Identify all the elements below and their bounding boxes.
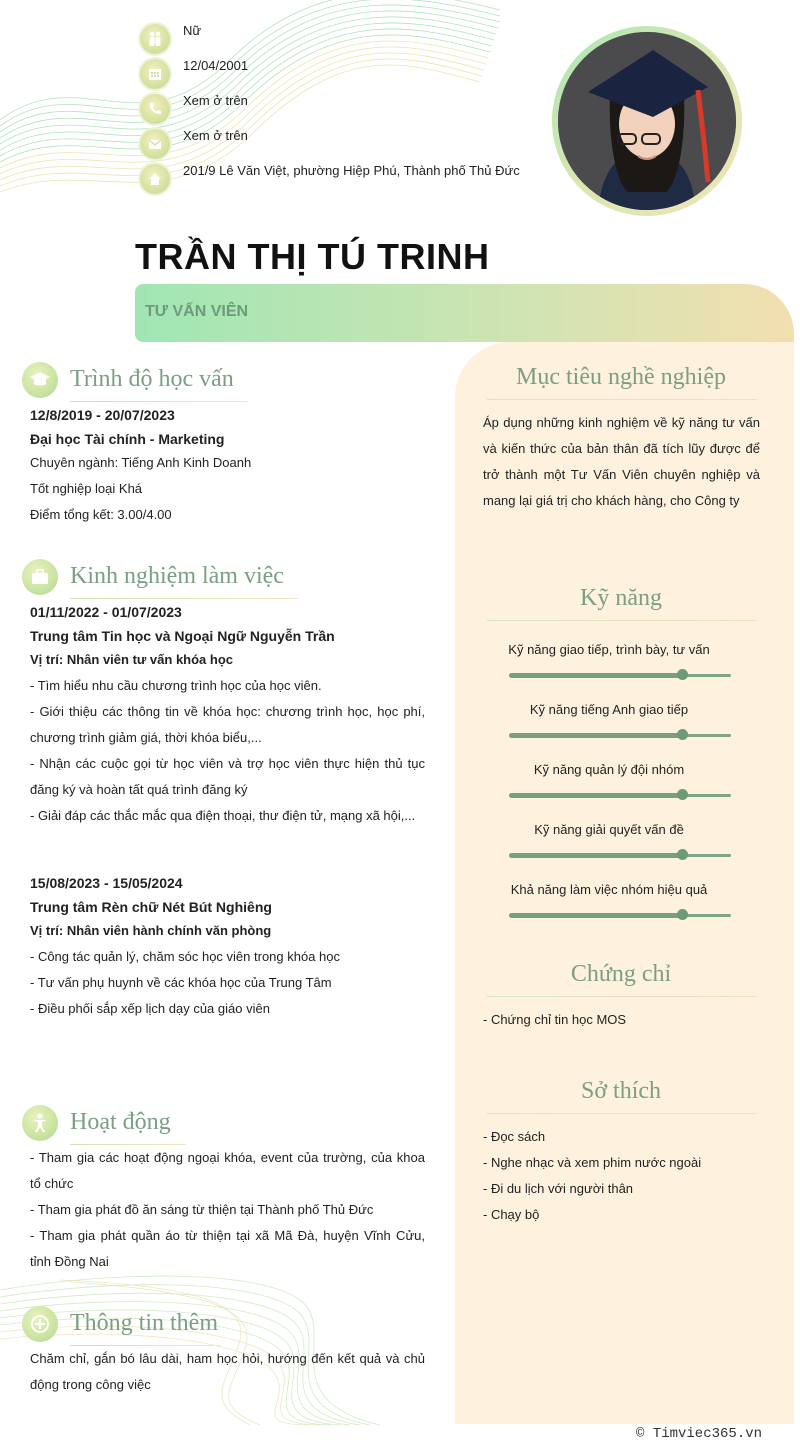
job1-duty: - Giải đáp các thắc mắc qua điện thoại, thư điện tử, mạng xã hội,... — [30, 808, 416, 823]
hobby-item: - Nghe nhạc và xem phim nước ngoài — [483, 1155, 702, 1170]
hobbies-underline — [487, 1113, 757, 1114]
contact-gender — [140, 24, 201, 54]
skills-heading: Kỹ năng — [580, 585, 662, 611]
email-icon — [140, 129, 170, 159]
hobbies-heading: Sở thích — [580, 1078, 662, 1104]
job2-position: Vị trí: Nhân viên hành chính văn phòng — [30, 923, 272, 938]
education-major: Chuyên ngành: Tiếng Anh Kinh Doanh — [30, 455, 252, 470]
job1-duty: - Tìm hiểu nhu cầu chương trình học của học viên. — [30, 678, 322, 693]
objective-heading: Mục tiêu nghề nghiệp — [516, 364, 726, 390]
skill-label: Kỹ năng tiếng Anh giao tiếp — [529, 702, 689, 717]
activity-item: - Tham gia các hoạt động ngoại khóa, event của trường, của khoa tổ chức — [30, 1150, 425, 1191]
skill-label: Kỹ năng quản lý đội nhóm — [533, 762, 685, 777]
job2-period: 15/08/2023 - 15/05/2024 — [30, 875, 183, 891]
skill-label: Kỹ năng giải quyết vấn đề — [534, 822, 684, 837]
job1-company: Trung tâm Tin học và Ngoại Ngữ Nguyễn Trần — [30, 628, 335, 644]
education-period: 12/8/2019 - 20/07/2023 — [30, 407, 175, 423]
job-title-bar — [135, 284, 794, 342]
birthday-value: 12/04/2001 — [183, 58, 249, 73]
job2-duty: - Tư vấn phụ huynh về các khóa học của Trung Tâm — [30, 975, 332, 990]
footer-copyright: © Timviec365.vn — [636, 1426, 763, 1442]
job2-duty: - Công tác quản lý, chăm sóc học viên trong khóa học — [30, 949, 341, 964]
skill-label: Khả năng làm việc nhóm hiệu quả — [510, 882, 708, 897]
skill-level-bar — [509, 853, 682, 858]
activities-heading: Hoạt động — [70, 1109, 171, 1135]
contact-birthday — [140, 59, 248, 89]
skills-underline — [487, 620, 757, 621]
job-title: TƯ VẤN VIÊN — [145, 303, 249, 320]
education-school: Đại học Tài chính - Marketing — [30, 431, 225, 447]
skill-level-bar — [509, 793, 682, 798]
job1-position: Vị trí: Nhân viên tư vấn khóa học — [30, 652, 234, 667]
objective-text: Áp dụng những kinh nghiệm về kỹ năng tư vấn và kiến thức của bản thân đã tích lũy được để trở thành một Tư Vấn Viên chuyên nghiệp và mang lại giá trị cho khách hàng, cho Công ty — [483, 415, 760, 508]
education-rank: Tốt nghiệp loại Khá — [30, 481, 143, 496]
job2-company: Trung tâm Rèn chữ Nét Bút Nghiêng — [30, 899, 272, 915]
education-gpa: Điểm tổng kết: 3.00/4.00 — [30, 507, 172, 522]
certificates-heading: Chứng chỉ — [570, 961, 672, 987]
phone-value: Xem ở trên — [183, 93, 248, 108]
certificate-item: - Chứng chỉ tin học MOS — [483, 1012, 627, 1027]
job1-duty: - Nhận các cuộc gọi từ học viên và trợ học viên thực hiện thủ tục đăng ký và hoàn tất quá trình đăng ký — [30, 756, 425, 797]
job1-period: 01/11/2022 - 01/07/2023 — [30, 604, 182, 620]
activity-item: - Tham gia phát quần áo từ thiện tại xã Mã Đà, huyện Vĩnh Cửu, tỉnh Đồng Nai — [30, 1228, 425, 1269]
skill-level-bar — [509, 733, 682, 738]
hobby-item: - Đọc sách — [483, 1129, 546, 1144]
gender-value: Nữ — [183, 23, 202, 38]
hobby-item: - Chạy bộ — [483, 1207, 540, 1222]
people-icon — [140, 24, 170, 54]
education-heading: Trình độ học vấn — [70, 366, 234, 392]
contact-phone — [140, 94, 248, 124]
contact-address — [140, 164, 520, 194]
briefcase-icon — [22, 559, 58, 595]
extra-text: Chăm chỉ, gắn bó lâu dài, ham học hỏi, hướng đến kết quả và chủ động trong công việc — [30, 1351, 425, 1392]
objective-underline — [487, 399, 757, 400]
graduation-cap-icon — [22, 362, 58, 398]
experience-heading: Kinh nghiệm làm việc — [70, 563, 284, 589]
avatar — [558, 32, 736, 210]
hobby-item: - Đi du lịch với người thân — [483, 1181, 634, 1196]
home-icon — [140, 164, 170, 194]
job2-duty: - Điều phối sắp xếp lịch dạy của giáo viên — [30, 1001, 270, 1016]
phone-icon — [140, 94, 170, 124]
skill-level-bar — [509, 673, 682, 678]
activity-item: - Tham gia phát đồ ăn sáng từ thiện tại Thành phố Thủ Đức — [30, 1202, 374, 1217]
person-icon — [22, 1105, 58, 1141]
job1-duty: - Giới thiệu các thông tin về khóa học: chương trình học, học phí, chương trình giảm giá, thời khóa biểu,... — [30, 704, 425, 745]
extra-heading: Thông tin thêm — [70, 1310, 218, 1336]
certificates-underline — [487, 996, 757, 997]
candidate-name: TRẦN THỊ TÚ TRINH — [135, 236, 490, 277]
skill-label: Kỹ năng giao tiếp, trình bày, tư vấn — [508, 642, 710, 657]
address-value: 201/9 Lê Văn Việt, phường Hiệp Phú, Thành phố Thủ Đức — [183, 163, 520, 178]
plus-circle-icon — [22, 1306, 58, 1342]
calendar-icon — [140, 59, 170, 89]
email-value: Xem ở trên — [183, 128, 248, 143]
contact-email — [140, 129, 248, 159]
skill-level-bar — [509, 913, 682, 918]
